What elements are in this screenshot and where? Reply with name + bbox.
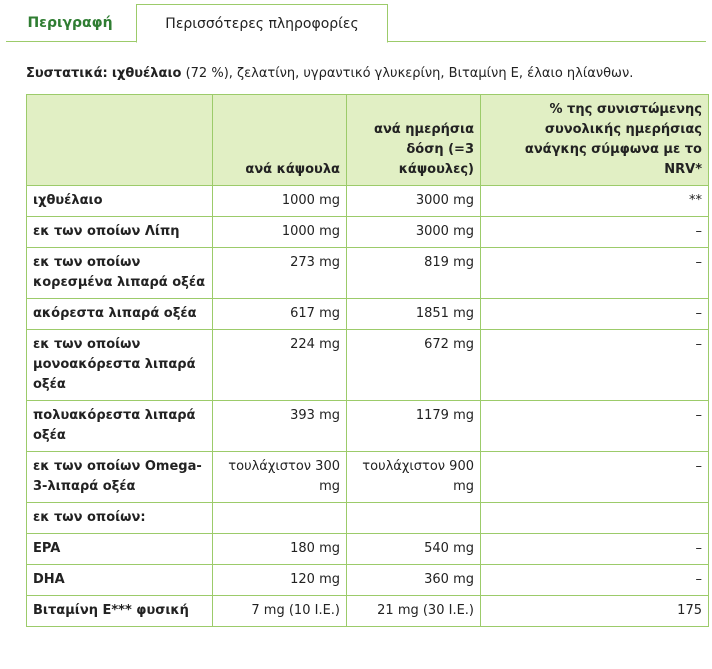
cell-per-capsule: 273 mg [213, 248, 347, 299]
ingredients-label: Συστατικά: [26, 66, 108, 81]
cell-per-daily-dose: 1851 mg [347, 299, 481, 330]
table-row [27, 596, 709, 627]
cell-nrv-percent: ** [481, 186, 709, 217]
cell-per-capsule: 1000 mg [213, 217, 347, 248]
table-row [27, 186, 709, 217]
cell-per-capsule: 393 mg [213, 401, 347, 452]
ingredients-main: ιχθυέλαιο [111, 66, 182, 81]
cell-per-capsule: 617 mg [213, 299, 347, 330]
ingredients-rest: , ζελατίνη, υγραντικό γλυκερίνη, Βιταμίνη E, έλαιο ηλίανθων. [228, 66, 634, 81]
cell-per-daily-dose: 540 mg [347, 534, 481, 565]
table-header-row [27, 95, 709, 186]
ingredients-percent: (72 %) [185, 66, 229, 81]
tab-description[interactable]: Περιγραφή [27, 15, 113, 31]
cell-nrv-percent: – [481, 299, 709, 330]
table-row [27, 452, 709, 503]
cell-nutrient: ιχθυέλαιο [27, 186, 213, 217]
cell-nutrient: ακόρεστα λιπαρά οξέα [27, 299, 213, 330]
cell-nrv-percent: – [481, 248, 709, 299]
cell-per-daily-dose: 1179 mg [347, 401, 481, 452]
tab-more-information[interactable]: Περισσότερες πληροφορίες [136, 4, 388, 43]
table-row [27, 503, 709, 534]
cell-nutrient: Βιταμίνη E*** φυσική [27, 596, 213, 627]
cell-nrv-percent [481, 503, 709, 534]
cell-nrv-percent: – [481, 452, 709, 503]
cell-per-capsule: 7 mg (10 I.E.) [213, 596, 347, 627]
cell-nrv-percent: – [481, 401, 709, 452]
cell-nrv-percent: – [481, 565, 709, 596]
ingredients-line [26, 66, 633, 81]
header-nutrient [27, 95, 213, 186]
cell-nutrient: EPA [27, 534, 213, 565]
cell-per-capsule: 180 mg [213, 534, 347, 565]
table-row [27, 401, 709, 452]
cell-nrv-percent: 175 [481, 596, 709, 627]
cell-per-daily-dose: 672 mg [347, 330, 481, 401]
cell-nutrient: εκ των οποίων κορεσμένα λιπαρά οξέα [27, 248, 213, 299]
header-per-daily-dose: ανά ημερήσια δόση (=3 κάψουλες) [347, 95, 481, 186]
table-row [27, 299, 709, 330]
cell-per-daily-dose: 3000 mg [347, 186, 481, 217]
table-row [27, 330, 709, 401]
table-row [27, 565, 709, 596]
cell-per-capsule [213, 503, 347, 534]
table-row [27, 248, 709, 299]
cell-per-capsule: 224 mg [213, 330, 347, 401]
cell-nutrient: εκ των οποίων Λίπη [27, 217, 213, 248]
cell-per-daily-dose: 21 mg (30 I.E.) [347, 596, 481, 627]
cell-nutrient: DHA [27, 565, 213, 596]
cell-per-daily-dose: 819 mg [347, 248, 481, 299]
nutrition-table [26, 94, 709, 627]
tab-bar [6, 0, 706, 42]
table-body [27, 186, 709, 627]
cell-per-capsule: 120 mg [213, 565, 347, 596]
cell-nutrient: πολυακόρεστα λιπαρά οξέα [27, 401, 213, 452]
table-row [27, 534, 709, 565]
header-per-capsule: ανά κάψουλα [213, 95, 347, 186]
cell-nutrient: εκ των οποίων: [27, 503, 213, 534]
cell-nrv-percent: – [481, 217, 709, 248]
cell-nutrient: εκ των οποίων μονοακόρεστα λιπαρά οξέα [27, 330, 213, 401]
cell-per-capsule: τουλάχιστον 300 mg [213, 452, 347, 503]
cell-nrv-percent: – [481, 330, 709, 401]
cell-per-daily-dose: 360 mg [347, 565, 481, 596]
cell-per-capsule: 1000 mg [213, 186, 347, 217]
cell-per-daily-dose: τουλάχιστον 900 mg [347, 452, 481, 503]
cell-nrv-percent: – [481, 534, 709, 565]
table-row [27, 217, 709, 248]
header-nrv-percent: % της συνιστώμενης συνολικής ημερήσιας ανάγκης σύμφωνα με το NRV* [481, 95, 709, 186]
cell-nutrient: εκ των οποίων Omega-3-λιπαρά οξέα [27, 452, 213, 503]
cell-per-daily-dose: 3000 mg [347, 217, 481, 248]
cell-per-daily-dose [347, 503, 481, 534]
